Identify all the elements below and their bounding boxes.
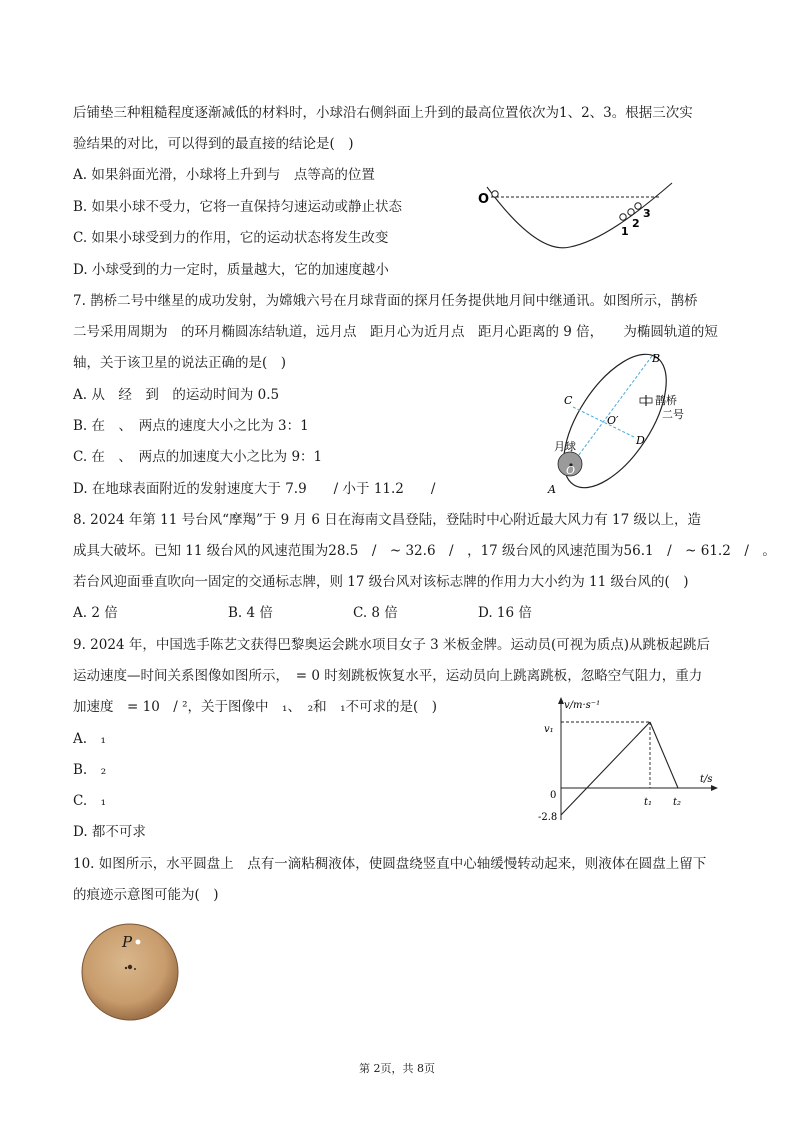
q8-stem-line-2: 成具大破坏。已知 11 级台风的风速范围为28.5 / ~ 32.6 / ，17 级台风的风速范围为56.1 / ~ 61.2 / 。 [73,543,776,559]
q6-label-1: 1 [621,225,629,238]
q9-option-c: C. ₁ [73,793,107,809]
q10-stem-line-1: 10. 如图所示，水平圆盘上 点有一滴粘稠液体，使圆盘绕竖直中心轴缓慢转动起来，则液体在圆盘上留下 [73,856,707,872]
q9-t2-label: t₂ [673,797,682,808]
q10-stem-line-2: 的痕迹示意图可能为( ) [73,887,219,903]
q9-option-b: B. ₂ [73,762,107,778]
q9-neg-label: -2.8 [538,812,558,823]
q9-option-a: A. ₁ [73,731,106,747]
q8-option-a: A. 2 倍 [73,605,118,621]
page-footer: 第 2页，共 8页 [359,1062,435,1075]
q7-option-b: B. 在 、 两点的速度大小之比为 3：1 [73,418,309,434]
q7-stem-line-3: 轴，关于该卫星的说法正确的是( ) [73,355,287,371]
q7-label-c: C [564,394,573,407]
q10-label-p: P [122,933,133,951]
q6-option-c: C. 如果小球受到力的作用，它的运动状态将发生改变 [73,230,389,246]
q6-label-o: O [478,192,490,207]
q6-slope-figure [475,175,685,255]
q7-label-d: D [636,434,645,447]
q6-option-a: A. 如果斜面光滑，小球将上升到与 点等高的位置 [73,167,375,183]
q9-velocity-time-graph [530,690,720,830]
q8-option-c: C. 8 倍 [353,605,398,621]
q8-stem-line-3: 若台风迎面垂直吹向一固定的交通标志牌，则 17 级台风对该标志牌的作用力大小约为 11 级台风的( ) [73,574,689,590]
q9-zero-label: 0 [550,790,557,801]
q7-stem-line-1: 7. 鹊桥二号中继星的成功发射，为嫦娥六号在月球背面的探月任务提供地月间中继通讯。如图所示，鹊桥 [73,293,698,309]
satellite-icon [640,395,652,406]
q7-label-o: O [566,464,576,477]
q7-option-c: C. 在 、 两点的加速度大小之比为 9：1 [73,449,323,465]
q10-disk-photo [80,922,180,1022]
q6-label-2: 2 [632,217,640,230]
q9-stem-line-2: 运动速度—时间关系图像如图所示， = 0 时刻跳板恢复水平，运动员向上跳离跳板，忽略空气阻力，重力 [73,668,703,684]
q9-stem-line-3: 加速度 = 10 / ²，关于图像中 ₁、 ₂和 ₁不可求的是( ) [73,699,438,715]
q9-v1-label: v₁ [544,724,554,735]
q8-option-d: D. 16 倍 [478,605,532,621]
q9-y-axis-label: v/m·s⁻¹ [564,700,601,711]
q9-t1-label: t₁ [644,797,653,808]
q9-x-axis-label: t/s [700,774,713,785]
q7-stem-line-2: 二号采用周期为 的环月椭圆冻结轨道，远月点 距月心为近月点 距月心距离的 9 倍， 为椭圆轨道的短 [73,324,718,340]
q6-option-d: D. 小球受到的力一定时，质量越大，它的加速度越小 [73,262,389,278]
q6-stem-line-2: 验结果的对比，可以得到的最直接的结论是( ) [73,136,354,152]
q9-option-d: D. 都不可求 [73,824,146,840]
q7-label-sat-1: 鹊桥 [655,394,677,407]
q9-stem-line-1: 9. 2024 年，中国选手陈艺文获得巴黎奥运会跳水项目女子 3 米板金牌。运动员(可视为质点)从跳板起跳后 [73,637,711,653]
q7-label-oprime: O′ [607,414,619,427]
q7-option-a: A. 从 经 到 的运动时间为 0.5 [73,387,280,403]
q7-label-b: B [652,352,661,365]
q8-stem-line-1: 8. 2024 年第 11 号台风“摩羯”于 9 月 6 日在海南文昌登陆，登陆时中心附近最大风力有 17 级以上，造 [73,512,701,528]
q7-label-moon: 月球 [554,440,576,453]
q6-label-3: 3 [643,207,651,220]
q7-option-d: D. 在地球表面附近的发射速度大于 7.9 / 小于 11.2 / [73,481,436,497]
q7-orbit-figure [540,348,700,498]
q6-stem-line-1: 后铺垫三种粗糙程度逐渐减低的材料时，小球沿右侧斜面上升到的最高位置依次为1、2、3。根据三次实 [73,105,693,121]
q8-option-b: B. 4 倍 [228,605,273,621]
q7-label-sat-2: 二号 [662,408,684,421]
q6-option-b: B. 如果小球不受力，它将一直保持匀速运动或静止状态 [73,199,403,215]
q7-label-a: A [548,483,556,496]
